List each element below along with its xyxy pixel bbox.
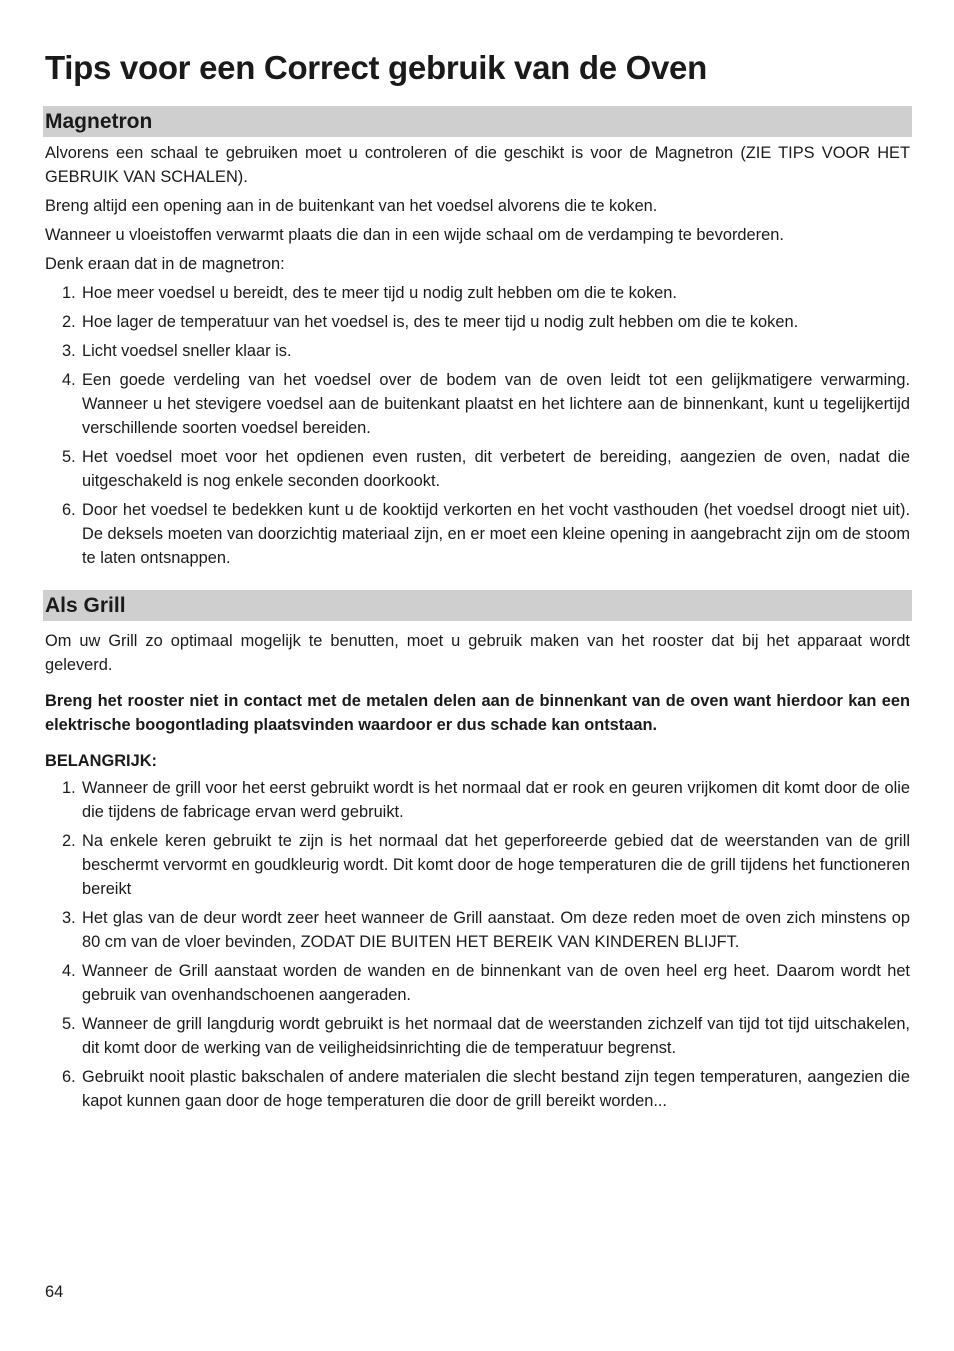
- list-item: [45, 1065, 910, 1113]
- grill-paragraph: Om uw Grill zo optimaal mogelijk te benutten, moet u gebruik maken van het rooster dat bij het apparaat wordt geleverd.: [45, 632, 910, 674]
- list-text: Wanneer de Grill aanstaat worden de wanden en de binnenkant van de oven heel erg heet. Daarom wordt het gebruik van ovenhandschoenen aangeraden.: [82, 962, 910, 1004]
- grill-warning: Breng het rooster niet in contact met de metalen delen aan de binnenkant van de oven want hierdoor kan een elektrische boogontlading plaatsvinden waardoor er dus schade kan ontstaan.: [45, 692, 910, 734]
- list-number: 6.: [62, 1068, 76, 1086]
- list-text: Licht voedsel sneller klaar is.: [82, 342, 292, 360]
- magnetron-paragraph: Alvorens een schaal te gebruiken moet u controleren of die geschikt is voor de Magnetron (ZIE TIPS VOOR HET GEBRUIK VAN SCHALEN).: [45, 144, 910, 186]
- magnetron-paragraph: Breng altijd een opening aan in de buitenkant van het voedsel alvorens die te koken.: [45, 197, 658, 215]
- list-item: [45, 959, 910, 1007]
- grill-section: [45, 629, 910, 1118]
- list-number: 3.: [62, 909, 76, 927]
- list-text: Hoe meer voedsel u bereidt, des te meer tijd u nodig zult hebben om die te koken.: [82, 284, 677, 302]
- list-item: [45, 498, 910, 570]
- list-text: Het glas van de deur wordt zeer heet wanneer de Grill aanstaat. Om deze reden moet de oven zich minstens op 80 cm van de vloer bevinden, ZODAT DIE BUITEN HET BEREIK VAN KINDEREN BLIJFT.: [82, 909, 910, 951]
- list-item: [45, 1012, 910, 1060]
- list-text: Wanneer de grill langdurig wordt gebruikt is het normaal dat de weerstanden zichzelf van tijd tot tijd uitschakelen, dit komt door de werking van de veiligheidsinrichting die de temperatuur begrenst.: [82, 1015, 910, 1057]
- list-item: [45, 829, 910, 901]
- list-item: [45, 906, 910, 954]
- list-item: [45, 776, 910, 824]
- list-item: [45, 445, 910, 493]
- list-text: Wanneer de grill voor het eerst gebruikt wordt is het normaal dat er rook en geuren vrijkomen dit komt door de olie die tijdens de fabricage ervan werd gebruikt.: [82, 779, 910, 821]
- list-text: Door het voedsel te bedekken kunt u de kooktijd verkorten en het vocht vasthouden (het voedsel droogt niet uit). De deksels moeten van doorzichtig materiaal zijn, en er moet een kleine opening in aangebracht zijn om de stoom te laten ontsnappen.: [82, 501, 910, 567]
- list-number: 1.: [62, 284, 76, 302]
- grill-list: [45, 776, 910, 1113]
- list-text: Een goede verdeling van het voedsel over de bodem van de oven leidt tot een gelijkmatigere verwarming. Wanneer u het stevigere voedsel aan de buitenkant plaatst en het lichtere aan de binnenkant, kunt u tegelijkertijd verschillende soorten voedsel bereiden.: [82, 371, 910, 437]
- list-text: Het voedsel moet voor het opdienen even rusten, dit verbetert de bereiding, aangezien de oven, nadat die uitgeschakeld is nog enkele seconden doorkookt.: [82, 448, 910, 490]
- list-number: 2.: [62, 832, 76, 850]
- list-number: 4.: [62, 371, 76, 389]
- list-number: 4.: [62, 962, 76, 980]
- list-number: 2.: [62, 313, 76, 331]
- list-text: Na enkele keren gebruikt te zijn is het normaal dat het geperforeerde gebied dat de weerstanden van de grill beschermt vervormt en goudkleurig wordt. Dit komt door de hoge temperaturen die de grill tijdens het functioneren bereikt: [82, 832, 910, 898]
- magnetron-paragraph: Denk eraan dat in de magnetron:: [45, 255, 285, 273]
- section-title-magnetron: Magnetron: [45, 110, 153, 133]
- page-number: 64: [45, 1283, 64, 1301]
- section-header-grill: [43, 590, 912, 621]
- list-item: [45, 310, 910, 334]
- list-item: [45, 339, 910, 363]
- list-number: 3.: [62, 342, 76, 360]
- list-number: 5.: [62, 1015, 76, 1033]
- magnetron-section: [45, 141, 910, 575]
- list-number: 1.: [62, 779, 76, 797]
- list-text: Gebruikt nooit plastic bakschalen of andere materialen die slecht bestand zijn tegen temperaturen, aangezien die kapot kunnen gaan door de hoge temperaturen die door de grill bereikt worden...: [82, 1068, 910, 1110]
- section-header-magnetron: [43, 106, 912, 137]
- magnetron-paragraph: Wanneer u vloeistoffen verwarmt plaats die dan in een wijde schaal om de verdamping te bevorderen.: [45, 226, 784, 244]
- section-title-grill: Als Grill: [45, 594, 126, 617]
- list-text: Hoe lager de temperatuur van het voedsel is, des te meer tijd u nodig zult hebben om die te koken.: [82, 313, 799, 331]
- magnetron-list: [45, 281, 910, 570]
- page-title: Tips voor een Correct gebruik van de Oven: [45, 49, 707, 86]
- list-number: 5.: [62, 448, 76, 466]
- list-item: [45, 281, 910, 305]
- list-number: 6.: [62, 501, 76, 519]
- list-item: [45, 368, 910, 440]
- important-label: BELANGRIJK:: [45, 752, 158, 770]
